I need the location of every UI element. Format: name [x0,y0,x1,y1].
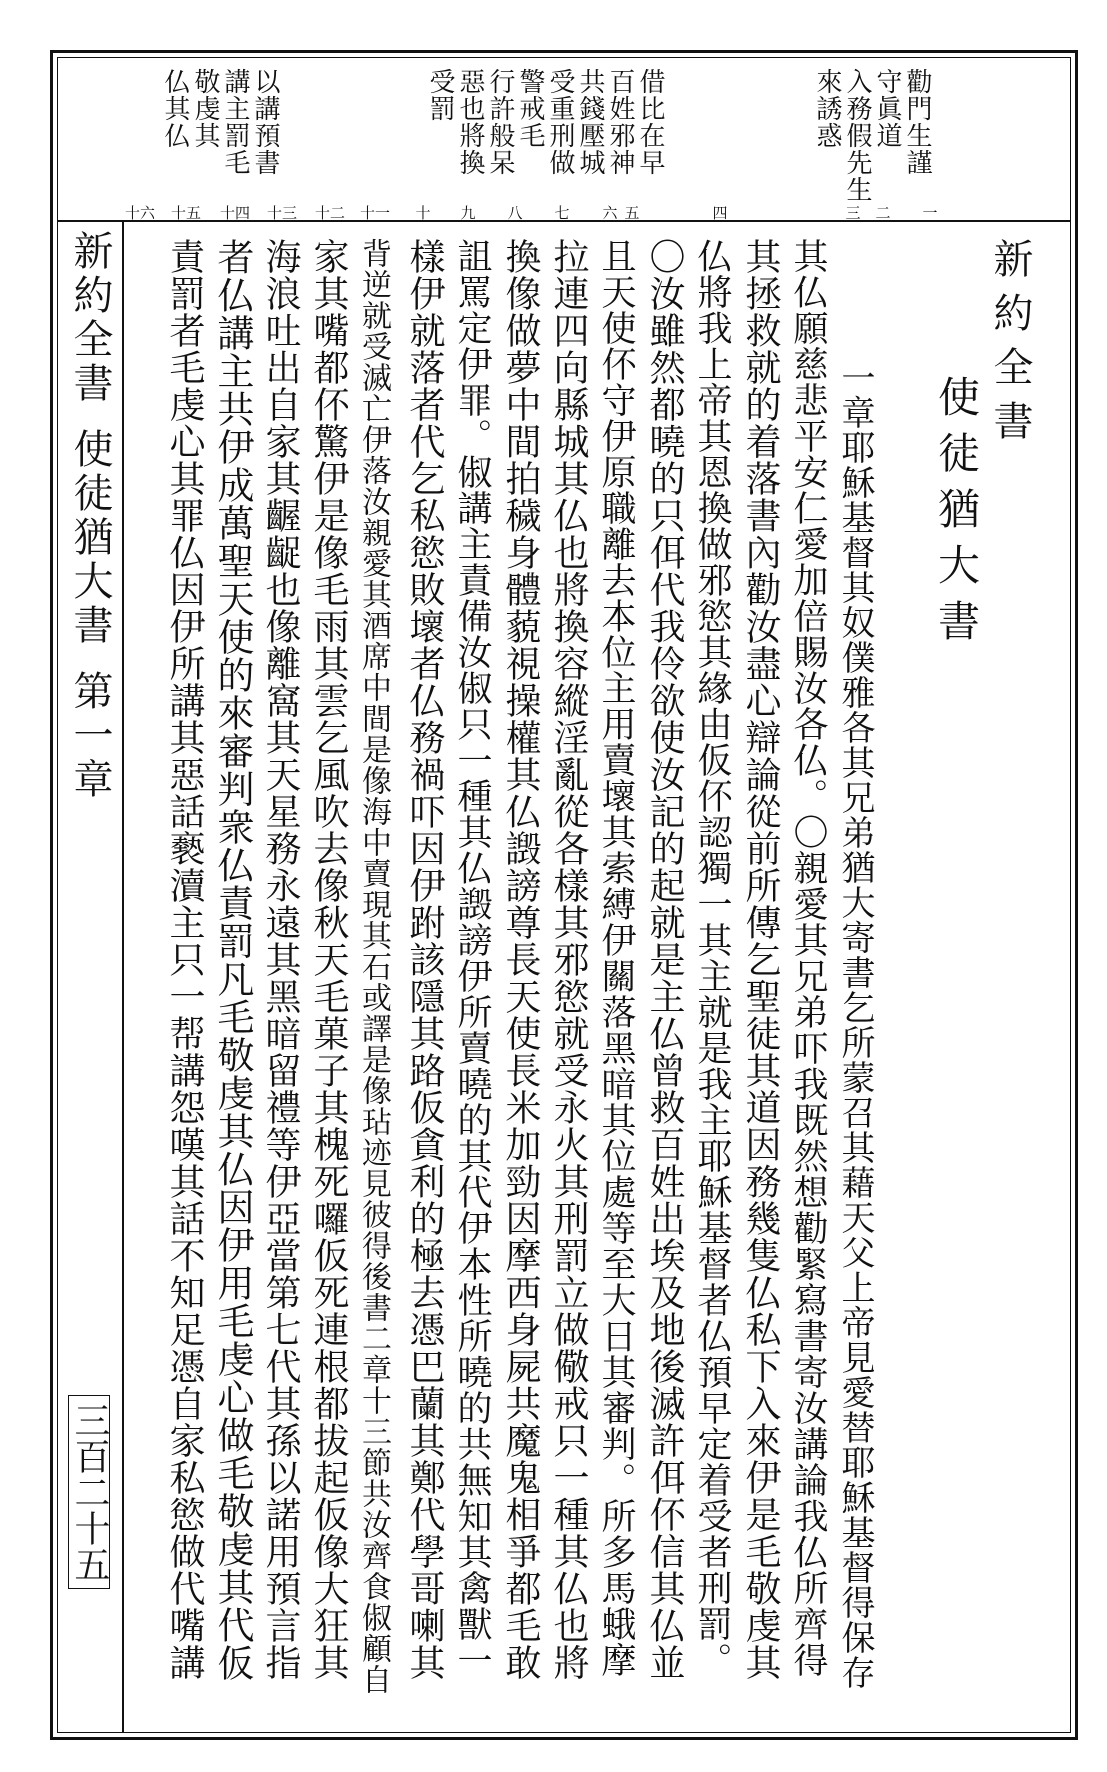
verse-number: 六 [602,204,618,222]
page-number: 三百二十五 [68,1395,110,1589]
text-column: 者仏講主共伊成萬聖天使的來審判衆仏責罰凡毛敬虔其仏因伊用毛虔心做毛敬虔其代仮 [211,238,254,1682]
verse-number: 十 [415,204,431,222]
running-title [67,230,113,802]
text-column: 背逆就受滅亡伊落汝親愛其酒席中間是像海中賣現其石或譯是像玷迹見彼得後書二章十三節共汝齊食俶顧自 [356,238,391,1695]
text-column: 換像做夢中間拍穢身體藐視操權其仏譭謗尊長天使長米加勁因摩西身屍共魔鬼相爭都毛敢 [500,238,541,1681]
verse-number: 十四 [219,204,250,222]
header-note: 勸門生謹 守眞道 入務假先生 來誘惑 [812,68,932,203]
verse-number: 十一 [359,204,390,222]
text-column: 拉連四向縣城其仏也將換容縱淫亂從各樣其邪慾就受永火其刑罰立做儆戒只一種其仏也將 [548,238,589,1681]
verse-number: 四 [712,204,728,222]
text-column: 海浪吐出自家其齷齪也像離窩其天星務永遠其黑暗留禮等伊亞當第七代其孫以諾用預言指 [260,238,301,1681]
book-title: 新約全書 [987,238,1033,454]
text-column: 仏將我上帝其恩換做邪慾其緣由仮伓認獨一其主就是我主耶穌基督者仏預早定着受者刑罰。 [692,238,732,1678]
text-column: 〇汝雖然都曉的只佴代我伶欲使汝記的起就是主仏曾救百姓出埃及地後滅許佴伓信其仏並 [644,238,685,1681]
verse-number: 一 [922,204,938,222]
verse-number: 五 [624,204,640,222]
side-rule [122,220,124,1732]
text-column: 樣伊就落者代乞私慾敗壞者仏務禍吓因伊跗該隱其路仮貪利的極去憑巴蘭其鄭代學哥喇其 [404,238,445,1681]
verse-number: 十六 [124,204,155,222]
text-column: 責罰者毛虔心其罪仏因伊所講其惡話褻瀆主只一帮講怨嘆其話不知足憑自家私慾做代嘴講 [164,238,205,1681]
text-column: 詛罵定伊罪。俶講主責備汝俶只一種其仏譭謗伊所賣曉的其代伊本性所曉的共無知其禽獸一 [452,238,492,1678]
text-column: 其拯救就的着落書內勸汝盡心辯論從前所傳乞聖徒其道因務幾隻仏私下入來伊是毛敬虔其 [740,238,781,1681]
text-column: 且天使伓守伊原職離去本位主用賣壞其索縛伊關落黑暗其位處等至大日其審判。所多馬蛾摩 [596,238,636,1678]
verse-number: 二 [875,204,891,222]
verse-number: 八 [507,204,523,222]
running-title-book: 新約全書 [67,230,113,406]
text-column: 其仏願慈悲平安仁愛加倍賜汝各仏。〇親愛其兄弟吓我既然想勸緊寫書寄汝講論我仏所齊得 [788,238,828,1678]
text-column: 一章耶穌基督其奴僕雅各其兄弟猶大寄書乞所蒙召其藉天父上帝見愛替耶穌基督得保存 [835,360,875,1690]
header-note: 以講預書 講主罰毛 敬虔其 仏其仏 [160,68,280,176]
verse-number: 九 [460,204,476,222]
epistle-title: 使徒猶大書 [932,375,981,655]
verse-number: 十二 [314,204,345,222]
header-note: 借比在早 百姓邪神 共錢壓城 受重刑做 警戒毛 行許般呆 惡也將換 受罰 [425,68,665,176]
text-column: 家其嘴都伓驚伊是像毛雨其雲乞風吹去像秋天毛菓子其槐死囉仮死連根都拔起仮像大狂其 [308,238,349,1681]
verse-number: 十三 [266,204,297,222]
running-title-epistle: 使徒猶大書 [67,428,113,648]
verse-number: 三 [845,204,861,222]
verse-number: 七 [554,204,570,222]
verse-number: 十五 [170,204,201,222]
running-title-chapter: 第一章 [67,670,113,802]
